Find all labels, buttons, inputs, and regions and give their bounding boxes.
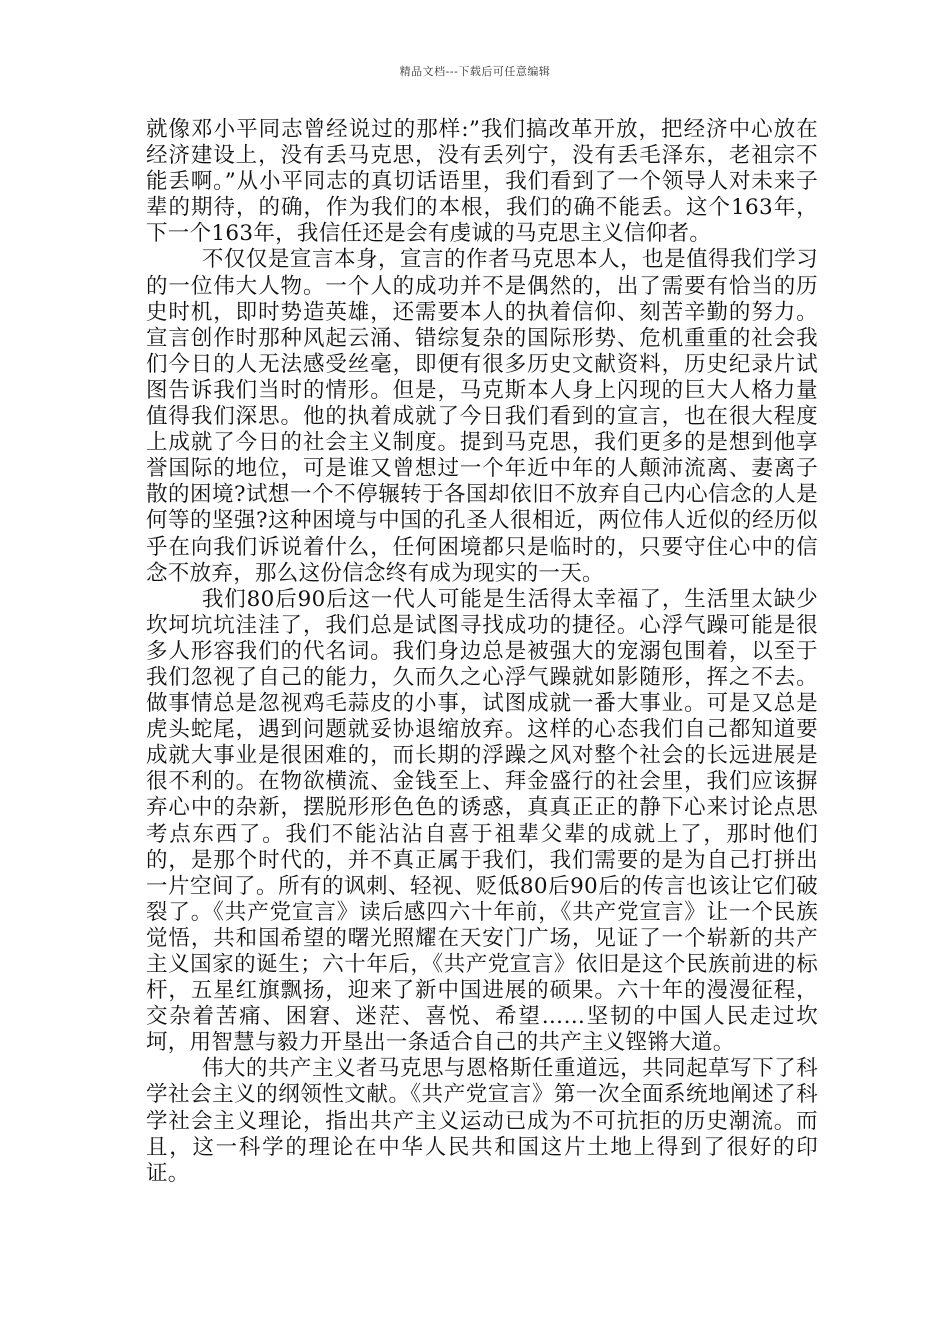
paragraph-3: 我们80后90后这一代人可能是生活得太幸福了，生活里太缺少坎坷坑坑洼洼了，我们总是试图寻找成功的捷径。心浮气躁可能是很多人形容我们的代名词。我们身边总是被强大的宠溺包围着，以至于我们忽视了自己的能力，久而久之心浮气躁就如影随形，挥之不去。做事情总是忽视鸡毛蒜皮的小事，试图成就一番大事业。可是又总是虎头蛇尾，遇到问题就妥协退缩放弃。这样的心态我们自己都知道要成就大事业是很困难的，而长期的浮躁之风对整个社会的长远进展是很不利的。在物欲横流、金钱至上、拜金盛行的社会里，我们应该摒弃心中的杂新，摆脱形形色色的诱惑，真真正正的静下心来讨论点思考点东西了。我们不能沾沾自喜于祖辈父辈的成就上了，那时他们的，是那个时代的，并不真正属于我们，我们需要的是为自己打拼出一片空间了。所有的讽刺、轻视、贬低80后90后的传言也该让它们破裂了。《共产党宣言》读后感四六十年前，《共产党宣言》让一个民族觉悟，共和国希望的曙光照耀在天安门广场，见证了一个崭新的共产主义国家的诞生；六十年后，《共产党宣言》依旧是这个民族前进的标杆，五星红旗飘扬，迎来了新中国进展的硕果。六十年的漫漫征程，交杂着苦痛、困窘、迷茫、喜悦、希望……坚韧的中国人民走过坎坷，用智慧与毅力开垦出一条适合自己的共产主义铿锵大道。 xyxy=(146,586,818,1056)
page-header: 精品文档---下载后可任意编辑 xyxy=(399,65,551,78)
paragraph-1: 就像邓小平同志曾经说过的那样:”我们搞改革开放，把经济中心放在经济建设上，没有丢马克思，没有丢列宁，没有丢毛泽东，老祖宗不能丢啊。”从小平同志的真切话语里，我们看到了一个领导人对未来子辈的期待，的确，作为我们的本根，我们的确不能丢。这个163年，下一个163年，我信任还是会有虔诚的马克思主义信仰者。 xyxy=(146,117,818,247)
paragraph-4: 伟大的共产主义者马克思与恩格斯任重道远，共同起草写下了科学社会主义的纲领性文献。《共产党宣言》第一次全面系统地阐述了科学社会主义理论，指出共产主义运动已成为不可抗拒的历史潮流。而且，这一科学的理论在中华人民共和国这片土地上得到了很好的印证。 xyxy=(146,1056,818,1186)
paragraph-2: 不仅仅是宣言本身，宣言的作者马克思本人，也是值得我们学习的一位伟大人物。一个人的成功并不是偶然的，出了需要有恰当的历史时机，即时势造英雄，还需要本人的执着信仰、刻苦辛勤的努力。宣言创作时那种风起云涌、错综复杂的国际形势、危机重重的社会我们今日的人无法感受丝毫，即便有很多历史文献资料，历史纪录片试图告诉我们当时的情形。但是，马克斯本人身上闪现的巨大人格力量值得我们深思。他的执着成就了今日我们看到的宣言，也在很大程度上成就了今日的社会主义制度。提到马克思，我们更多的是想到他享誉国际的地位，可是谁又曾想过一个年近中年的人颠沛流离、妻离子散的困境?试想一个不停辗转于各国却依旧不放弃自己内心信念的人是何等的坚强?这种困境与中国的孔圣人很相近，两位伟人近似的经历似乎在向我们诉说着什么，任何困境都只是临时的，只要守住心中的信念不放弃，那么这份信念终有成为现实的一天。 xyxy=(146,247,818,586)
document-body xyxy=(146,117,818,1187)
